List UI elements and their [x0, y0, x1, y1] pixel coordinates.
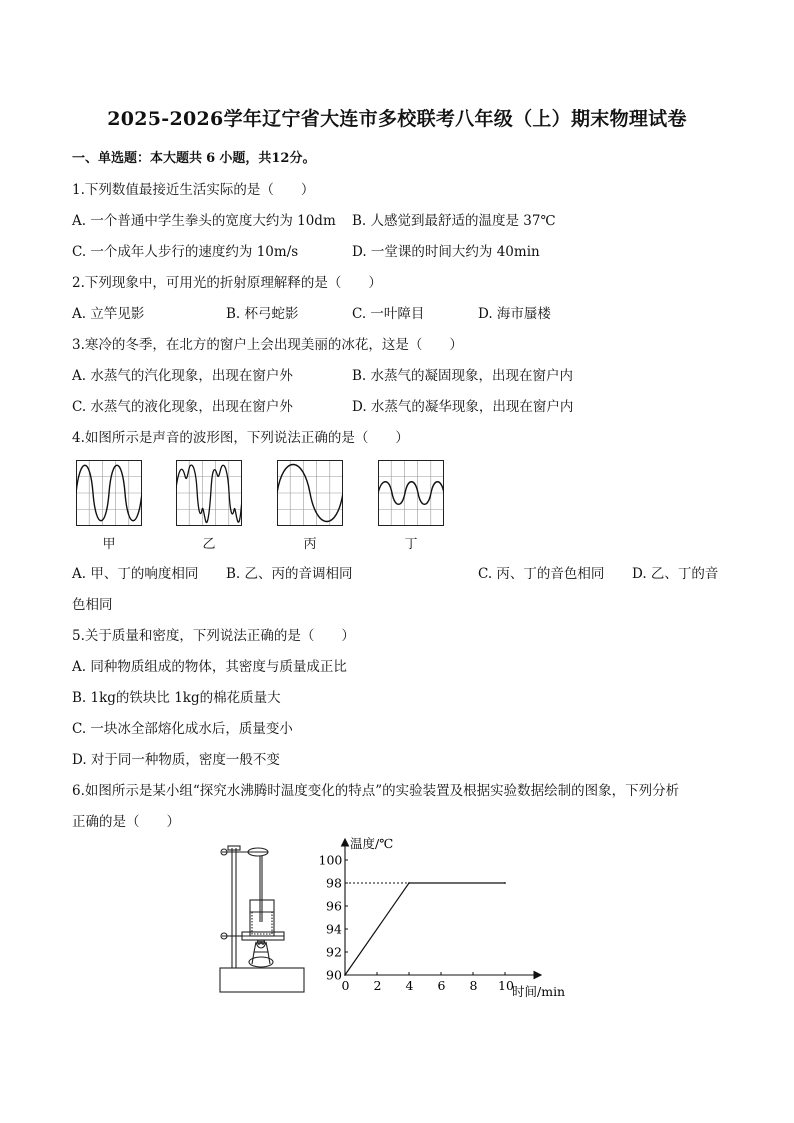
question-4-option-b[interactable]: B. 乙、丙的音调相同 — [226, 566, 353, 582]
chart-x-tick-label: 10 — [498, 978, 514, 993]
question-3-option-d[interactable]: D. 水蒸气的凝华现象，出现在窗户内 — [352, 399, 574, 415]
question-4-option-c[interactable]: C. 丙、丁的音色相同 — [478, 566, 605, 582]
chart-data-point — [344, 974, 346, 976]
chart-y-tick-label: 100 — [318, 852, 343, 868]
chart-x-tick-label: 2 — [373, 978, 382, 993]
chart-y-axis-label: 温度/℃ — [350, 836, 394, 851]
chart-series-line — [345, 883, 505, 975]
question-3-stem: 3.寒冷的冬季，在北方的窗户上会出现美丽的冰花，这是（ ） — [72, 337, 463, 353]
question-2-stem: 2.下列现象中，可用光的折射原理解释的是（ ） — [72, 275, 382, 291]
question-1-option-d[interactable]: D. 一堂课的时间大约为 40min — [352, 244, 540, 260]
section-heading — [72, 147, 315, 166]
waveform-label-ding: 丁 — [404, 537, 418, 552]
waveform-bing — [277, 460, 343, 526]
waveform-ding — [378, 460, 444, 526]
question-1-option-c[interactable]: C. 一个成年人步行的速度约为 10m/s — [72, 244, 299, 260]
section-points: 12 — [271, 151, 290, 166]
chart-x-tick-label: 4 — [405, 978, 414, 993]
question-3-option-c[interactable]: C. 水蒸气的液化现象，出现在窗户外 — [72, 399, 293, 415]
chart-x-tick-label: 8 — [469, 978, 478, 993]
chart-x-tick-label: 6 — [437, 978, 446, 993]
question-5-option-c[interactable]: C. 一块冰全部熔化成水后，质量变小 — [72, 721, 293, 737]
question-5-option-a[interactable]: A. 同种物质组成的物体，其密度与质量成正比 — [72, 659, 347, 675]
waveform-yi — [176, 460, 242, 526]
section-prefix: 一、单选题：本大题共 — [72, 151, 203, 166]
waveform-jia — [76, 460, 142, 526]
waveform-label-yi: 乙 — [202, 537, 216, 552]
chart-y-tick-label: 94 — [326, 921, 342, 937]
section-mid: 小题，共 — [219, 151, 272, 166]
question-1-option-b[interactable]: B. 人感觉到最舒适的温度是 37℃ — [352, 213, 556, 229]
chart-data-point — [504, 882, 506, 884]
question-6-stem: 6.如图所示是某小组“探究水沸腾时温度变化的特点”的实验装置及根据实验数据绘制的图象，下列分析 — [72, 783, 680, 799]
question-1-stem: 1.下列数值最接近生活实际的是（ ） — [72, 182, 315, 198]
boiling-apparatus-diagram — [212, 840, 312, 998]
question-4-option-d[interactable]: D. 乙、丁的音 — [632, 566, 719, 582]
question-3-option-b[interactable]: B. 水蒸气的凝固现象，出现在窗户内 — [352, 368, 574, 384]
chart-y-tick-label: 92 — [326, 944, 342, 960]
waveform-label-bing: 丙 — [303, 537, 317, 552]
section-count: 6 — [206, 151, 216, 166]
question-4-option-a[interactable]: A. 甲、丁的响度相同 — [72, 566, 199, 582]
chart-data-point — [408, 882, 410, 884]
chart-y-tick-label: 98 — [326, 875, 342, 891]
chart-y-tick-label: 90 — [326, 967, 342, 983]
question-2-option-b[interactable]: B. 杯弓蛇影 — [226, 306, 299, 322]
question-5-option-b[interactable]: B. 1kg的铁块比 1kg的棉花质量大 — [72, 690, 281, 706]
temperature-time-chart — [318, 832, 582, 1002]
question-3-option-a[interactable]: A. 水蒸气的汽化现象，出现在窗户外 — [72, 368, 293, 384]
question-5-stem: 5.关于质量和密度，下列说法正确的是（ ） — [72, 628, 355, 644]
question-1-option-a[interactable]: A. 一个普通中学生拳头的宽度大约为 10dm — [72, 213, 336, 229]
question-2-option-c[interactable]: C. 一叶障目 — [352, 306, 425, 322]
chart-y-tick-label: 96 — [326, 898, 342, 914]
question-4-option-d-wrap: 色相同 — [72, 597, 113, 613]
section-suffix: 分。 — [289, 151, 316, 166]
question-4-stem: 4.如图所示是声音的波形图，下列说法正确的是（ ） — [72, 430, 409, 446]
question-5-option-d[interactable]: D. 对于同一种物质，密度一般不变 — [72, 752, 280, 768]
question-2-option-a[interactable]: A. 立竿见影 — [72, 306, 145, 322]
chart-x-axis-label: 时间/min — [512, 984, 566, 999]
question-6-stem-wrap: 正确的是（ ） — [72, 814, 180, 830]
chart-x-tick-label: 0 — [341, 978, 350, 993]
question-2-option-d[interactable]: D. 海市蜃楼 — [478, 306, 551, 322]
page-title: 2025-2026学年辽宁省大连市多校联考八年级（上）期末物理试卷 — [107, 108, 687, 130]
waveform-label-jia: 甲 — [102, 537, 116, 552]
